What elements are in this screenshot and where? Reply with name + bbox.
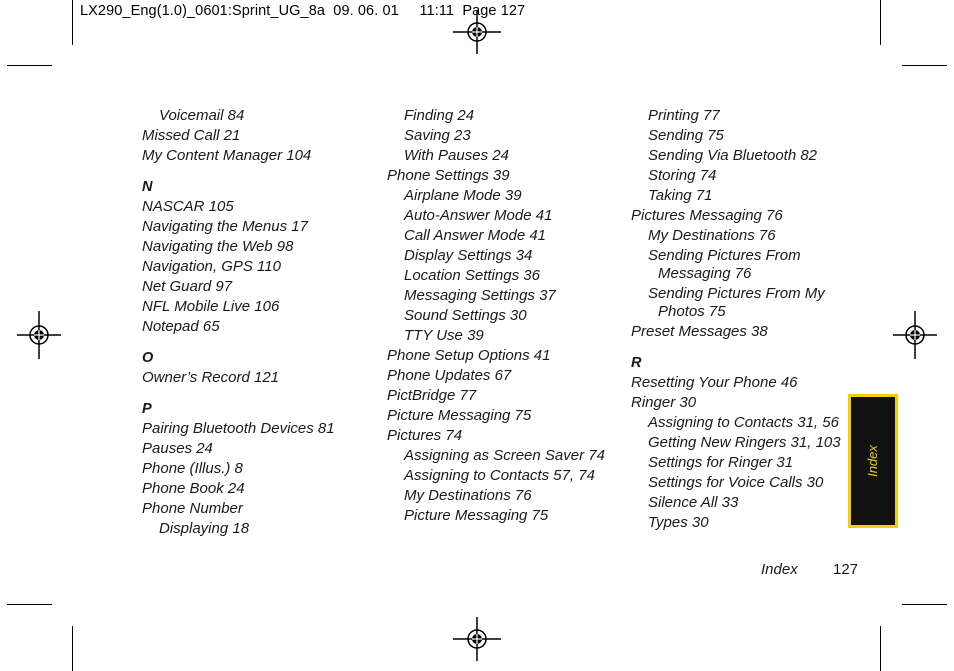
index-entry: Storing 74 xyxy=(648,167,717,184)
index-entry: Taking 71 xyxy=(648,187,713,204)
index-entry: Navigating the Web 98 xyxy=(142,238,294,255)
index-entry: Net Guard 97 xyxy=(142,278,233,295)
section-tab xyxy=(848,394,898,528)
index-letter-heading: R xyxy=(631,355,642,371)
index-entry: Displaying 18 xyxy=(159,520,250,537)
index-entry: Picture Messaging 75 xyxy=(387,407,532,424)
print-slug: LX290_Eng(1.0)_0601:Sprint_UG_8a 09. 06. 01 11:11 Page 127 xyxy=(80,3,526,19)
index-entry: Pauses 24 xyxy=(142,440,213,457)
index-letter-heading: P xyxy=(142,401,152,417)
index-entry: Missed Call 21 xyxy=(142,127,241,144)
index-entry: Ringer 30 xyxy=(631,394,697,411)
index-entry: NFL Mobile Live 106 xyxy=(142,298,280,315)
index-entry: Phone Setup Options 41 xyxy=(387,347,551,364)
index-entry: Getting New Ringers 31, 103 xyxy=(648,434,841,451)
registration-mark-icon xyxy=(891,311,939,359)
index-entry: Owner’s Record 121 xyxy=(142,369,280,386)
registration-mark-icon xyxy=(453,8,501,56)
registration-mark-icon xyxy=(15,311,63,359)
index-column-3 xyxy=(631,106,841,533)
registration-mark-icon xyxy=(453,615,501,663)
index-entry: My Destinations 76 xyxy=(648,227,776,244)
index-entry: Call Answer Mode 41 xyxy=(404,227,547,244)
index-entry: Phone Updates 67 xyxy=(387,367,512,384)
index-entry: Navigating the Menus 17 xyxy=(142,218,308,235)
index-entry: My Content Manager 104 xyxy=(142,147,312,164)
index-entry: Airplane Mode 39 xyxy=(404,187,522,204)
index-entry: TTY Use 39 xyxy=(404,327,484,344)
crop-mark xyxy=(902,604,947,605)
index-entry: Preset Messages 38 xyxy=(631,323,768,340)
index-entry: With Pauses 24 xyxy=(404,147,509,164)
index-entry: Sound Settings 30 xyxy=(404,307,527,324)
footer-page-number: 127 xyxy=(833,561,859,578)
index-entry: Pictures Messaging 76 xyxy=(631,207,783,224)
index-entry: Picture Messaging 75 xyxy=(404,507,549,524)
crop-mark xyxy=(902,65,947,66)
index-entry: Photos 75 xyxy=(658,303,726,320)
index-entry: Pictures 74 xyxy=(387,427,463,444)
index-entry: Finding 24 xyxy=(404,107,475,124)
index-entry: Sending 75 xyxy=(648,127,724,144)
index-entry: Silence All 33 xyxy=(648,494,739,511)
index-letter-heading: N xyxy=(142,179,153,195)
index-entry: Display Settings 34 xyxy=(404,247,533,264)
index-entry: Resetting Your Phone 46 xyxy=(631,374,798,391)
index-entry: Notepad 65 xyxy=(142,318,220,335)
index-entry: Assigning as Screen Saver 74 xyxy=(404,447,605,464)
index-entry: Auto-Answer Mode 41 xyxy=(404,207,553,224)
section-tab-label: Index xyxy=(865,445,880,477)
index-entry: Phone Book 24 xyxy=(142,480,245,497)
index-entry: Assigning to Contacts 31, 56 xyxy=(648,414,839,431)
index-entry: Phone Number xyxy=(142,500,243,517)
index-entry: Saving 23 xyxy=(404,127,471,144)
index-entry: NASCAR 105 xyxy=(142,198,234,215)
crop-mark xyxy=(880,626,881,671)
crop-mark xyxy=(7,604,52,605)
index-entry: Sending Via Bluetooth 82 xyxy=(648,147,818,164)
index-entry: My Destinations 76 xyxy=(404,487,532,504)
index-entry: Settings for Ringer 31 xyxy=(648,454,794,471)
index-entry: Sending Pictures From My xyxy=(648,285,825,302)
index-entry: Pairing Bluetooth Devices 81 xyxy=(142,420,335,437)
index-entry: Printing 77 xyxy=(648,107,720,124)
index-entry: PictBridge 77 xyxy=(387,387,477,404)
index-entry: Sending Pictures From xyxy=(648,247,801,264)
index-entry: Location Settings 36 xyxy=(404,267,540,284)
footer-section-name: Index xyxy=(761,561,798,578)
crop-mark xyxy=(72,0,73,45)
index-entry: Settings for Voice Calls 30 xyxy=(648,474,824,491)
index-entry: Messaging 76 xyxy=(658,265,752,282)
index-entry: Messaging Settings 37 xyxy=(404,287,556,304)
index-entry: Navigation, GPS 110 xyxy=(142,258,281,275)
crop-mark xyxy=(7,65,52,66)
index-entry: Voicemail 84 xyxy=(159,107,245,124)
index-column-1 xyxy=(142,106,335,539)
crop-mark xyxy=(72,626,73,671)
index-entry: Assigning to Contacts 57, 74 xyxy=(404,467,595,484)
index-entry: Phone Settings 39 xyxy=(387,167,510,184)
index-entry: Types 30 xyxy=(648,514,709,531)
index-entry: Phone (Illus.) 8 xyxy=(142,460,243,477)
crop-mark xyxy=(880,0,881,45)
index-letter-heading: O xyxy=(142,350,154,366)
index-column-2 xyxy=(387,106,605,526)
